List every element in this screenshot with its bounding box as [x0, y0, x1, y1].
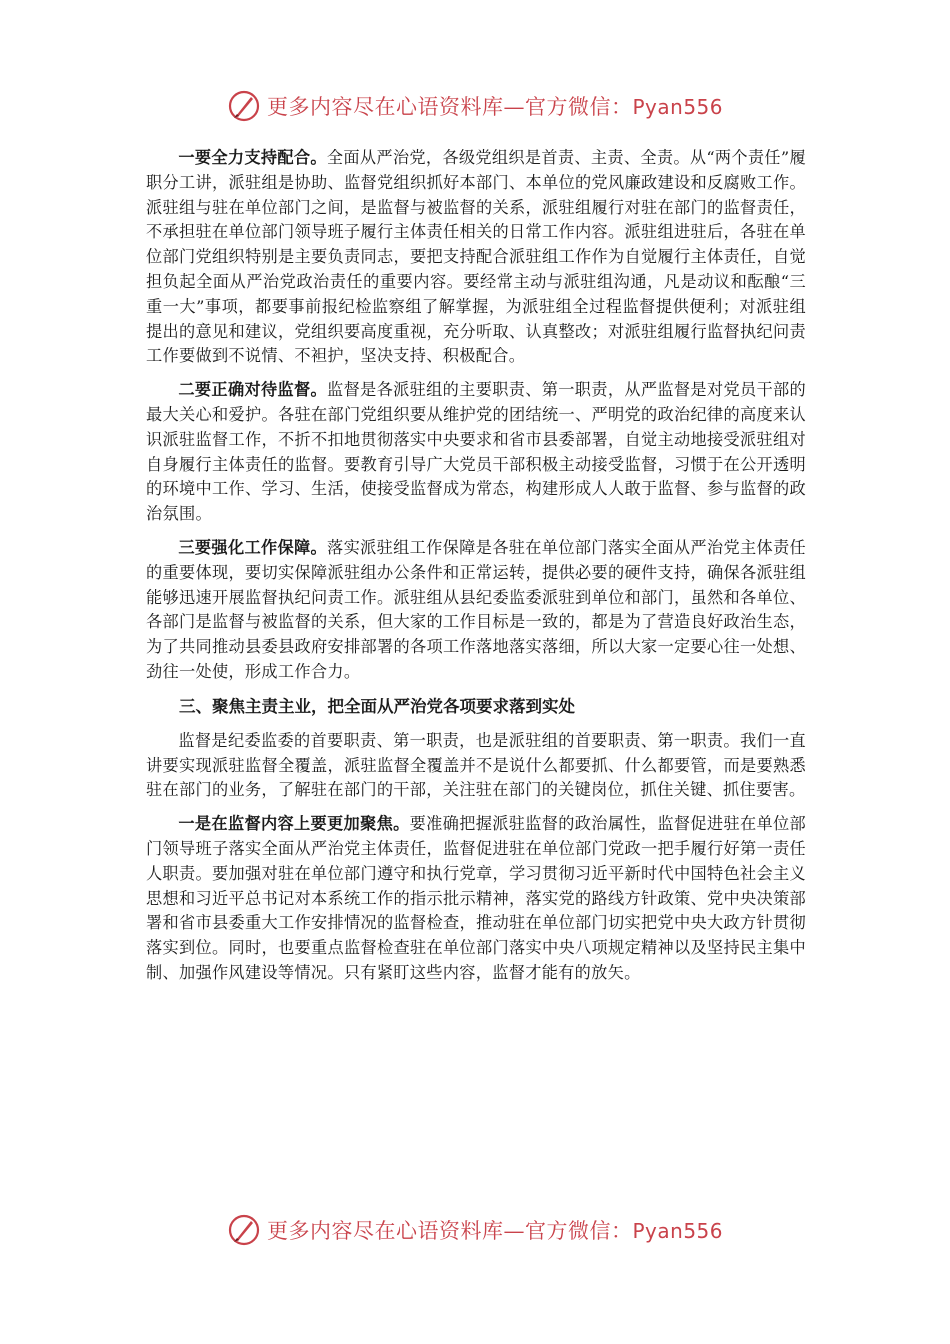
paragraph-body: 要准确把握派驻监督的政治属性，监督促进驻在单位部门领导班子落实全面从严治党主体责任，监督促进驻在单位部门党政一把手履行好第一责任人职责。要加强对驻在单位部门遵守和执行党章，学习贯彻习近平新时代中国特色社会主义思想和习近平总书记对本系统工作的指示批示精神，落实党的路线方针政策、党中央决策部署和省市县委重大工作安排情况的监督检查，推动驻在单位部门切实把党中央大政方针贯彻落实到位。同时，也要重点监督检查驻在单位部门落实中央八项规定精神以及坚持民主集中制、加强作风建设等情况。只有紧盯这些内容，监督才能有的放矢。 — [146, 814, 806, 982]
paragraph-work-guarantee — [146, 536, 806, 685]
header-banner-account: Pyan556 — [632, 95, 723, 119]
document-body — [146, 146, 806, 995]
paragraph-lead: 二要正确对待监督。 — [178, 380, 328, 400]
paragraph-body: 监督是各派驻组的主要职责、第一职责，从严监督是对党员干部的最大关心和爱护。各驻在部门党组织要从维护党的团结统一、严明党的政治纪律的高度来认识派驻监督工作，不折不扣地贯彻落实中央要求和省市县委部署，自觉主动地接受派驻组对自身履行主体责任的监督。要教育引导广大党员干部积极主动接受监督，习惯于在公开透明的环境中工作、学习、生活，使接受监督成为常态，构建形成人人敢于监督、参与监督的政治氛围。 — [146, 380, 806, 524]
paragraph-accept-supervision — [146, 378, 806, 527]
footer-banner-text: 更多内容尽在心语资料库—官方微信：Pyan556 — [266, 1219, 723, 1243]
paragraph-support-cooperation — [146, 146, 806, 369]
section-heading-three: 三、聚焦主责主业，把全面从严治党各项要求落到实处 — [179, 696, 575, 716]
paragraph-lead: 一是在监督内容上要更加聚焦。 — [178, 814, 410, 834]
header-banner — [0, 86, 950, 126]
paragraph-lead: 三要强化工作保障。 — [178, 537, 328, 557]
paragraph-main-duty — [146, 729, 806, 803]
paragraph-body: 监督是纪委监委的首要职责、第一职责，也是派驻组的首要职责、第一职责。我们一直讲要实现派驻监督全覆盖，派驻监督全覆盖并不是说什么都要抓、什么都要管，而是要熟悉驻在部门的业务，了解驻在部门的干部，关注驻在部门的关键岗位，抓住关键、抓住要害。 — [146, 730, 806, 800]
header-banner-text: 更多内容尽在心语资料库—官方微信：Pyan556 — [266, 95, 723, 119]
quill-logo-icon — [227, 1213, 261, 1247]
paragraph-body: 全面从严治党，各级党组织是首责、主责、全责。从“两个责任”履职分工讲，派驻组是协助、监督党组织抓好本部门、本单位的党风廉政建设和反腐败工作。派驻组与驻在单位部门之间，是监督与被监督的关系，派驻组履行对驻在部门的监督责任，不承担驻在单位部门领导班子履行主体责任相关的日常工作内容。派驻组进驻后，各驻在单位部门党组织特别是主要负责同志，要把支持配合派驻组工作作为自觉履行主体责任，自觉担负起全面从严治党政治责任的重要内容。要经常主动与派驻组沟通，凡是动议和酝酿“三重一大”事项，都要事前报纪检监察组了解掌握，为派驻组全过程监督提供便利；对派驻组提出的意见和建议，党组织要高度重视，充分听取、认真整改；对派驻组履行监督执纪问责工作要做到不说情、不袒护，坚决支持、积极配合。 — [146, 148, 806, 366]
quill-logo-icon — [227, 89, 261, 123]
paragraph-body: 落实派驻组工作保障是各驻在单位部门落实全面从严治党主体责任的重要体现，要切实保障派驻组办公条件和正常运转，提供必要的硬件支持，确保各派驻组能够迅速开展监督执纪问责工作。派驻组从县纪委监委派驻到单位和部门，虽然和各单位、各部门是监督与被监督的关系，但大家的工作目标是一致的，都是为了营造良好政治生态，为了共同推动县委县政府安排部署的各项工作落地落实落细，所以大家一定要心往一处想、劲往一处使，形成工作合力。 — [146, 537, 806, 681]
paragraph-lead: 一要全力支持配合。 — [178, 148, 327, 167]
footer-banner — [0, 1210, 950, 1250]
footer-banner-account: Pyan556 — [632, 1219, 723, 1243]
paragraph-focus-content — [146, 812, 806, 986]
